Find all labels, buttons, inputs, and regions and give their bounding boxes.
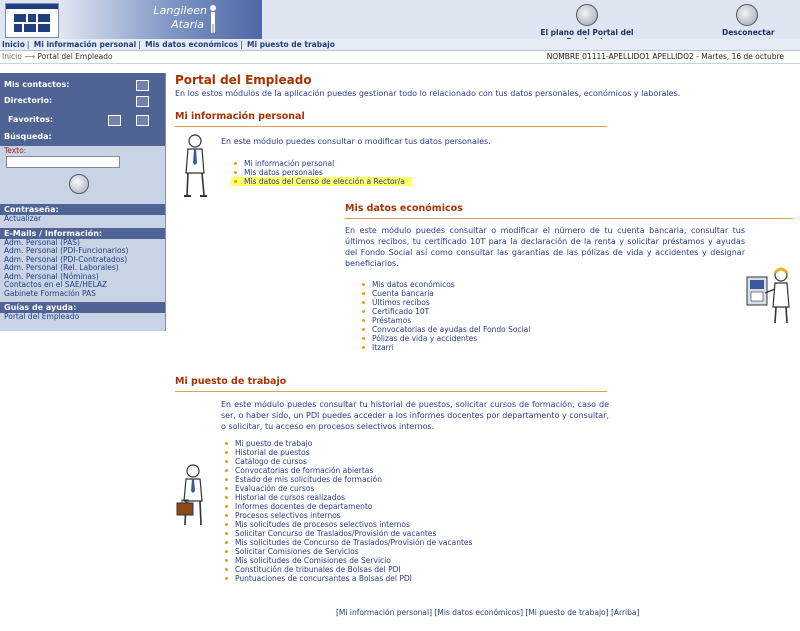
logout-link[interactable]	[722, 4, 775, 37]
sidebar-guides-title: Guías de ayuda:	[0, 302, 165, 313]
users-icon[interactable]	[136, 96, 149, 107]
breadcrumb-current: Portal del Empleado	[37, 52, 113, 61]
job-link-teaching-reports[interactable]: Informes docentes de departamento	[235, 502, 373, 511]
economic-link-social-fund[interactable]: Convocatorias de ayudas del Fondo Social	[372, 325, 531, 334]
portal-map-label: El plano del Portal del	[540, 28, 634, 37]
nav-job[interactable]: Mi puesto de trabajo	[247, 40, 335, 49]
footer-nav	[336, 608, 639, 617]
list-item[interactable]	[231, 168, 491, 177]
banner-title-line2: Ataria	[171, 18, 204, 31]
job-link-training-status[interactable]: Estado de mis solicitudes de formación	[235, 475, 382, 484]
list-item[interactable]	[359, 280, 599, 289]
job-link-courses-done[interactable]: Historial de cursos realizados	[235, 493, 345, 502]
personal-section	[175, 111, 607, 127]
list-item[interactable]	[222, 466, 522, 475]
government-logo[interactable]	[5, 3, 59, 38]
job-link-internal-processes[interactable]: Procesos selectivos internos	[235, 511, 341, 520]
person-briefcase-icon	[175, 463, 211, 529]
list-item[interactable]	[222, 457, 522, 466]
job-links	[222, 439, 522, 583]
email-link-pas[interactable]: Adm. Personal (PAS)	[4, 237, 80, 247]
map-icon	[576, 4, 598, 26]
personal-section-title: Mi información personal	[175, 111, 607, 127]
sidebar-directory-label: Directorio:	[4, 96, 53, 105]
job-link-tribunals[interactable]: Constitución de tribunales de Bolsas del PDI	[235, 565, 401, 574]
search-input[interactable]	[6, 156, 120, 168]
list-item[interactable]	[231, 159, 491, 168]
job-link-scores[interactable]: Puntuaciones de concursantes a Bolsas del PDI	[235, 574, 412, 583]
person-figure-icon	[208, 4, 218, 34]
email-link-pdi-funcionarios[interactable]: Adm. Personal (PDI-Funcionarios)	[4, 246, 129, 255]
economic-link-bank[interactable]: Cuenta bancaria	[372, 289, 434, 298]
list-item[interactable]	[359, 298, 599, 307]
contact-card-icon[interactable]	[136, 80, 149, 91]
personal-link-data[interactable]: Mis datos personales	[244, 168, 323, 177]
list-item[interactable]	[222, 520, 522, 529]
job-section	[175, 376, 607, 392]
footer-link-personal[interactable]: [Mi información personal]	[336, 608, 433, 617]
list-item[interactable]	[359, 307, 599, 316]
logout-label: Desconectar	[722, 28, 775, 37]
list-item[interactable]	[222, 475, 522, 484]
header	[0, 0, 800, 39]
job-link-catalog[interactable]: Catálogo de cursos	[235, 457, 307, 466]
job-link-training-calls[interactable]: Convocatorias de formación abiertas	[235, 466, 374, 475]
email-link-rel-laborales[interactable]: Adm. Personal (Rel. Laborales)	[4, 263, 119, 272]
page-title: Portal del Empleado	[175, 73, 312, 87]
portal-banner	[62, 0, 262, 39]
email-link-gabinete-formacion[interactable]: Gabinete Formación PAS	[4, 288, 96, 298]
job-link-my-commissions[interactable]: Mis solicitudes de Comisiones de Servicio	[235, 556, 391, 565]
sidebar-favorites[interactable]	[0, 109, 165, 131]
search-text-label: Texto:	[4, 146, 27, 155]
email-link-nominas[interactable]: Adm. Personal (Nóminas)	[4, 271, 99, 281]
personal-link-info[interactable]: Mi información personal	[244, 159, 335, 168]
job-section-text: En este módulo puedes consultar tu historial de puestos, solicitar cursos de formación, caso de ser, o haber sido, un PDI puedes acceder a los informes docentes por departamento y consultar, o solicitar, tu acceso en procesos selectivos internos.	[221, 400, 609, 431]
top-nav: Inicio | Mi información personal | Mis datos económicos | Mi puesto de trabajo	[0, 39, 800, 51]
economic-section-title: Mis datos económicos	[345, 203, 793, 219]
footer-link-top[interactable]: [Arriba]	[610, 608, 640, 617]
main-content	[175, 73, 795, 583]
list-item[interactable]	[359, 334, 599, 343]
sidebar-favorites-label: Favoritos:	[8, 115, 54, 124]
guide-link-portal[interactable]: Portal del Empleado	[4, 312, 80, 321]
job-link-request-commission[interactable]: Solicitar Comisiones de Servicios	[235, 547, 359, 556]
logout-icon	[736, 4, 758, 26]
list-item[interactable]	[222, 574, 522, 583]
arrow-right-icon: ⟶	[24, 52, 36, 61]
footer-link-job[interactable]: [Mi puesto de trabajo]	[525, 608, 609, 617]
list-item[interactable]	[222, 538, 522, 547]
sidebar-contacts[interactable]	[0, 77, 165, 93]
page-intro: En los estos módulos de la aplicación puedes gestionar todo lo relacionado con tus datos personales, económicos y laborales.	[175, 89, 681, 98]
economic-link-policies[interactable]: Pólizas de vida y accidentes	[372, 334, 478, 343]
personal-links	[231, 159, 491, 186]
list-item[interactable]	[222, 529, 522, 538]
sidebar-search-title: Búsqueda:	[4, 132, 52, 141]
personal-link-census[interactable]: Mis datos del Censo de elección a Rector/a	[244, 177, 405, 186]
breadcrumb	[0, 51, 800, 64]
job-link-my-transfer-requests[interactable]: Mis solicitudes de Concurso de Traslados/Provisión de vacantes	[235, 538, 473, 547]
email-link-sae-helaz[interactable]: Contactos en el SAE/HELAZ	[4, 280, 108, 289]
list-item[interactable]	[231, 177, 412, 186]
list-item[interactable]	[222, 439, 522, 448]
sidebar-emails-title: E-Mails / Información:	[0, 228, 165, 239]
job-link-course-eval[interactable]: Evaluación de cursos	[235, 484, 315, 493]
nav-economic-data[interactable]: Mis datos económicos	[145, 40, 239, 49]
list-item[interactable]	[222, 511, 522, 520]
person-thinking-icon	[179, 133, 211, 199]
sidebar-password-title: Contraseña:	[0, 204, 165, 215]
list-item[interactable]	[222, 547, 522, 556]
user-info: NOMBRE 01111-APELLIDO1 APELLIDO2 - Martes, 16 de octubre	[546, 52, 784, 61]
job-link-position[interactable]: Mi puesto de trabajo	[235, 439, 313, 448]
list-item[interactable]	[222, 484, 522, 493]
list-item[interactable]	[359, 343, 599, 352]
economic-links	[359, 280, 599, 352]
economic-link-loans[interactable]: Préstamos	[372, 316, 412, 325]
breadcrumb-home[interactable]: Inicio	[2, 52, 22, 61]
economic-section	[345, 203, 793, 219]
list-item[interactable]	[222, 448, 522, 457]
personal-section-text: En este módulo puedes consultar o modificar tus datos personales.	[221, 137, 491, 146]
list-item[interactable]	[359, 289, 599, 298]
list-item[interactable]	[222, 556, 522, 565]
edit-favorites-icon[interactable]	[136, 115, 149, 126]
list-item[interactable]	[222, 565, 522, 574]
update-password-link[interactable]: Actualizar	[4, 214, 42, 223]
nav-home[interactable]: Inicio	[2, 40, 25, 49]
list-item[interactable]	[359, 316, 599, 325]
economic-link-receipts[interactable]: Últimos recibos	[372, 298, 430, 307]
economic-link-data[interactable]: Mis datos económicos	[372, 280, 455, 289]
search-button[interactable]	[69, 174, 89, 194]
sidebar-contacts-label: Mis contactos:	[4, 80, 70, 89]
email-link-pdi-contratados[interactable]: Adm. Personal (PDI-Contratados)	[4, 254, 128, 264]
banner-title-line1: Langileen	[153, 4, 207, 17]
list-item[interactable]	[359, 325, 599, 334]
list-item[interactable]	[222, 502, 522, 511]
footer-link-economic[interactable]: [Mis datos económicos]	[434, 608, 523, 617]
add-favorite-icon[interactable]	[108, 115, 121, 126]
job-link-request-transfer[interactable]: Solicitar Concurso de Traslados/Provisión de vacantes	[235, 529, 437, 538]
search-panel	[0, 146, 165, 194]
economic-link-itzarri[interactable]: Itzarri	[372, 343, 394, 352]
job-link-history[interactable]: Historial de puestos	[235, 448, 310, 457]
person-atm-icon	[745, 267, 795, 325]
economic-link-10t[interactable]: Certificado 10T	[372, 307, 430, 316]
nav-personal-info[interactable]: Mi información personal	[33, 40, 137, 49]
sidebar	[0, 73, 166, 331]
economic-section-text: En este módulo puedes consultar o modificar el número de tu cuenta bancaria, consultar tus últimos recibos, tu certificado 10T para la declaración de la renta y solicitar préstamos y ayudas del Fondo Social así como consultar las garantías de las pólizas de vida y accidentes y designar beneficiarios.	[345, 226, 745, 268]
list-item[interactable]	[222, 493, 522, 502]
job-link-my-process-requests[interactable]: Mis solicitudes de procesos selectivos internos	[235, 520, 410, 529]
sidebar-directory[interactable]	[0, 93, 165, 109]
job-section-title: Mi puesto de trabajo	[175, 376, 607, 392]
